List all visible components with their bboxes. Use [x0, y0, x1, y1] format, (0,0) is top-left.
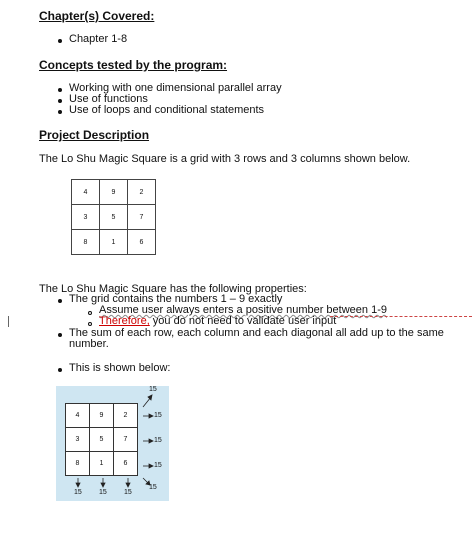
grid-cell: 8 [66, 452, 90, 476]
grid-cell: 3 [66, 428, 90, 452]
sub-bullet-circle [88, 311, 92, 315]
concept-item: Use of functions [69, 93, 148, 105]
sum-label-column: 15 [99, 489, 107, 496]
bullet-dot [58, 368, 62, 372]
bullet-dot [58, 39, 62, 43]
chapters-heading: Chapter(s) Covered: [39, 9, 155, 23]
bullet-dot [58, 88, 62, 92]
property-item: This is shown below: [69, 362, 171, 374]
grid-cell: 2 [128, 180, 156, 205]
sub-item-rest: you do not need to validate user input [149, 315, 337, 327]
grid-cell: 5 [90, 428, 114, 452]
property-item-continuation: number. [69, 338, 109, 350]
lo-shu-grid [71, 179, 156, 255]
property-item: The grid contains the numbers 1 – 9 exactly [69, 293, 283, 305]
grid-cell: 4 [66, 404, 90, 428]
bullet-dot [58, 99, 62, 103]
grid-cell: 1 [100, 230, 128, 255]
sum-label-column: 15 [124, 489, 132, 496]
magic-sum-figure [56, 386, 169, 501]
concepts-heading: Concepts tested by the program: [39, 58, 228, 72]
project-heading: Project Description [39, 128, 150, 142]
tracked-change-link[interactable]: Therefore, [99, 315, 150, 327]
sub-item [99, 315, 336, 327]
intro-text: The Lo Shu Magic Square is a grid with 3 rows and 3 columns shown below. [39, 153, 411, 165]
sum-label-row: 15 [154, 462, 162, 469]
grid-cell: 9 [100, 180, 128, 205]
comment-connector-line [330, 316, 472, 317]
sub-bullet-circle [88, 322, 92, 326]
properties-intro: The Lo Shu Magic Square has the following properties: [39, 283, 307, 295]
grid-cell: 8 [72, 230, 100, 255]
grid-cell: 5 [100, 205, 128, 230]
chapter-item: Chapter 1-8 [69, 33, 128, 45]
bullet-dot [58, 333, 62, 337]
grid-cell: 1 [90, 452, 114, 476]
sum-label-row: 15 [154, 412, 162, 419]
sum-label-row: 15 [154, 437, 162, 444]
grid-cell: 3 [72, 205, 100, 230]
grid-cell: 2 [114, 404, 138, 428]
grid-cell: 9 [90, 404, 114, 428]
sum-label-column: 15 [74, 489, 82, 496]
sum-label-diagonal-bottom: 15 [149, 484, 157, 491]
concept-item: Working with one dimensional parallel array [69, 82, 282, 94]
sum-label-diagonal-top: 15 [149, 386, 157, 393]
bullet-dot [58, 110, 62, 114]
sub-item: Assume user always enters a positive number between 1-9 [99, 304, 387, 316]
property-item: The sum of each row, each column and each diagonal all add up to the same [69, 327, 444, 339]
grid-cell: 7 [114, 428, 138, 452]
change-bar [8, 316, 9, 327]
grid-cell: 6 [128, 230, 156, 255]
concept-item: Use of loops and conditional statements [69, 104, 265, 116]
grid-cell: 4 [72, 180, 100, 205]
grid-cell: 6 [114, 452, 138, 476]
bullet-dot [58, 299, 62, 303]
grid-cell: 7 [128, 205, 156, 230]
